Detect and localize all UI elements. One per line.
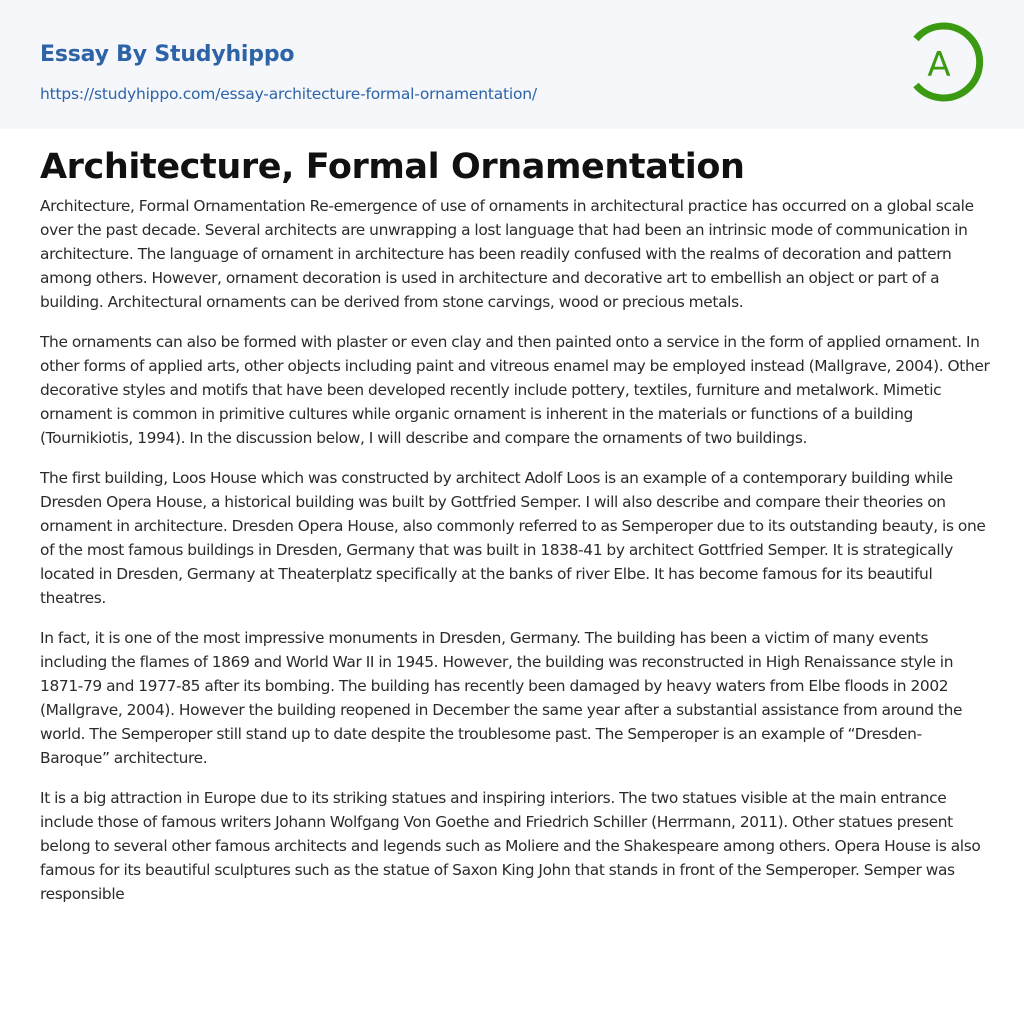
page-url-link[interactable]: https://studyhippo.com/essay-architecture-formal-ornamentation/ (40, 85, 537, 103)
paragraph: The ornaments can also be formed with plaster or even clay and then painted onto a service in the form of applied ornament. In other forms of applied arts, other objects including paint and vitreous enamel may be employed instead (Mallgrave, 2004). Other decorative styles and motifs that have been developed recently include pottery, textiles, furniture and metalwork. Mimetic ornament is common in primitive cultures while organic ornament is inherent in the materials or functions of a building (Tournikiotis, 1994). In the discussion below, I will describe and compare the ornaments of two buildings. (40, 333, 990, 447)
article-body (40, 194, 990, 922)
studyhippo-logo-icon[interactable] (912, 19, 986, 105)
paragraph: In fact, it is one of the most impressive monuments in Dresden, Germany. The building has been a victim of many events including the flames of 1869 and World War II in 1945. However, the building was reconstructed in High Renaissance style in 1871-79 and 1977-85 after its bombing. The building has recently been damaged by heavy waters from Elbe floods in 2002 (Mallgrave, 2004). However the building reopened in December the same year after a substantial assistance from around the world. The Semperoper still stand up to date despite the troublesome past. The Semperoper is an example of “Dresden-Baroque” architecture. (40, 629, 963, 767)
site-brand[interactable]: Essay By Studyhippo (40, 42, 295, 67)
paragraph: The first building, Loos House which was constructed by architect Adolf Loos is an example of a contemporary building while Dresden Opera House, a historical building was built by Gottfried Semper. I will also describe and compare their theories on ornament in architecture. Dresden Opera House, also commonly referred to as Semperoper due to its outstanding beauty, is one of the most famous buildings in Dresden, Germany that was built in 1838-41 by architect Gottfried Semper. It is strategically located in Dresden, Germany at Theaterplatz specifically at the banks of river Elbe. It has become famous for its beautiful theatres. (40, 469, 986, 607)
article-title: Architecture, Formal Ornamentation (40, 147, 745, 187)
paragraph: Architecture, Formal Ornamentation Re-emergence of use of ornaments in architectural practice has occurred on a global scale over the past decade. Several architects are unwrapping a lost language that had been an intrinsic mode of communication in architecture. The language of ornament in architecture has been readily confused with the realms of decoration and pattern among others. However, ornament decoration is used in architecture and decorative art to embellish an object or part of a building. Architectural ornaments can be derived from stone carvings, wood or precious metals. (40, 197, 974, 311)
logo-letter: A (927, 45, 951, 85)
paragraph: It is a big attraction in Europe due to its striking statues and inspiring interiors. The two statues visible at the main entrance include those of famous writers Johann Wolfgang Von Goethe and Friedrich Schiller (Herrmann, 2011). Other statues present belong to several other famous architects and legends such as Moliere and the Shakespeare among others. Opera House is also famous for its beautiful sculptures such as the statue of Saxon King John that stands in front of the Semperoper. Semper was responsible (40, 789, 981, 903)
